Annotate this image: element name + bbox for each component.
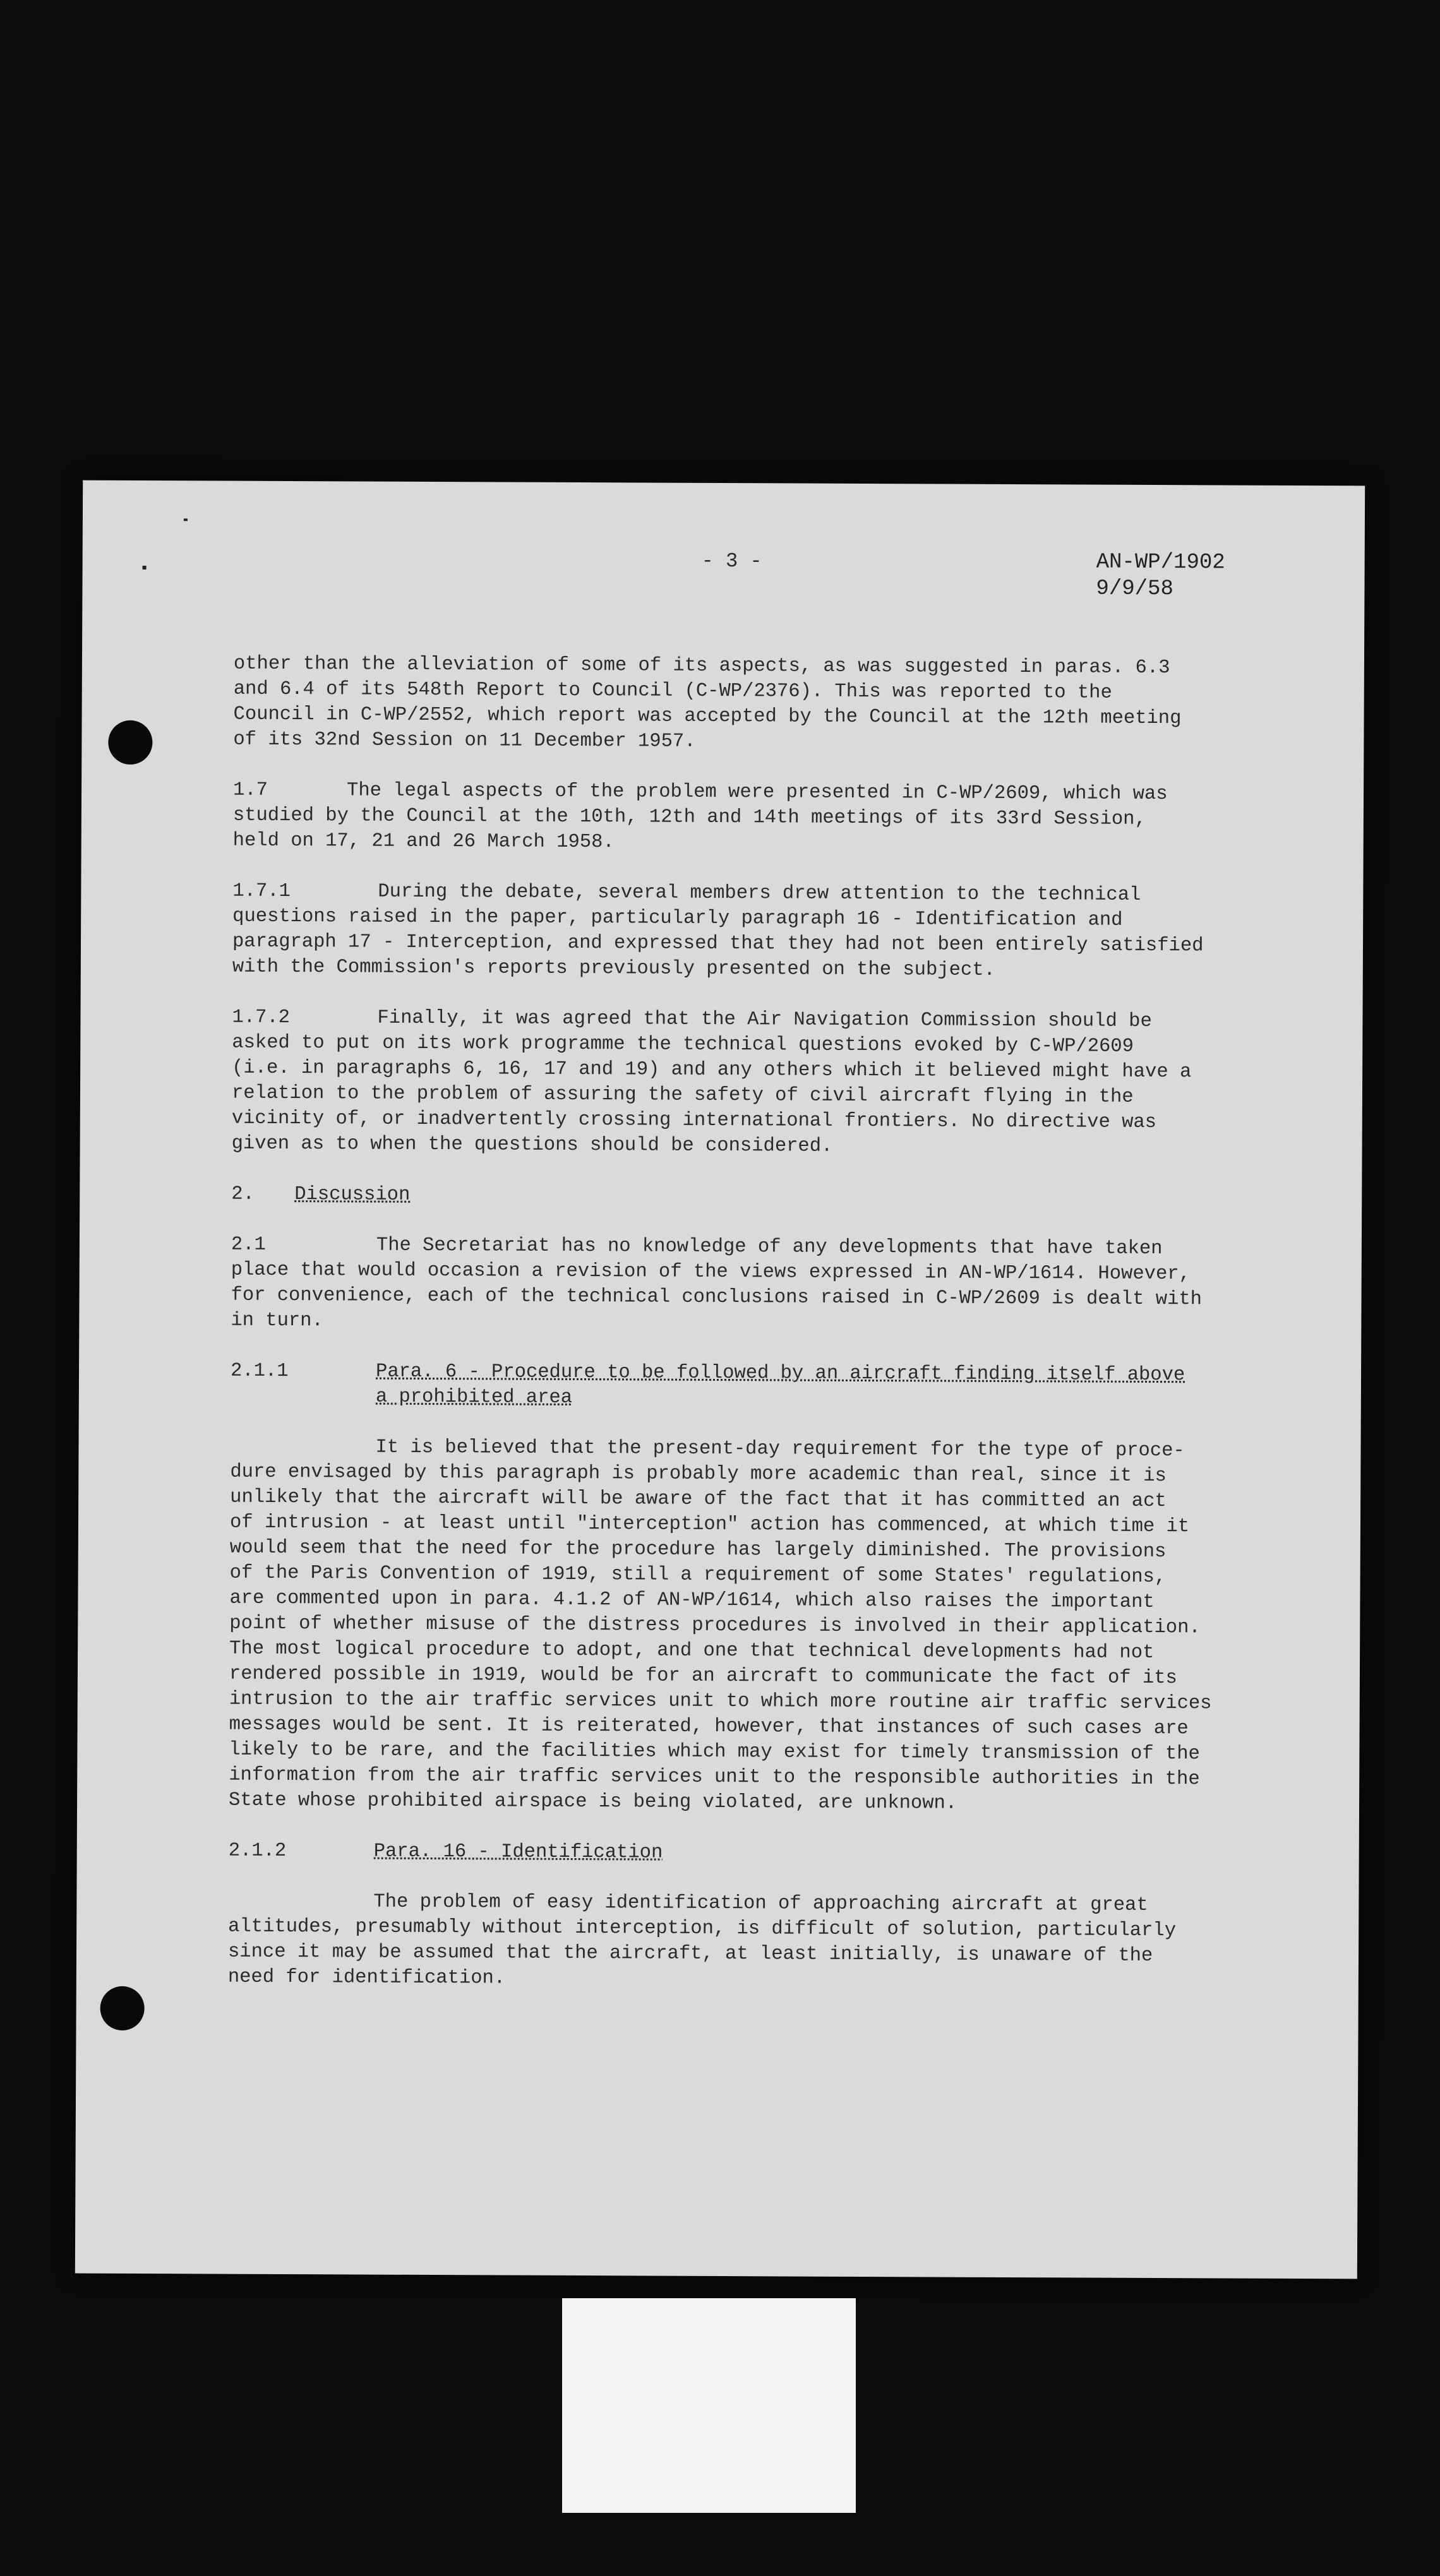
text-line: studied by the Council at the 10th, 12th and 14th meetings of its 33rd Session, — [232, 804, 1146, 830]
text-line: questions raised in the paper, particularly paragraph 16 - Identification and — [232, 905, 1123, 931]
text-line: During the debate, several members drew attention to the technical — [378, 881, 1141, 906]
text-line: and 6.4 of its 548th Report to Council (C-WP/2376). This was reported to the — [233, 678, 1112, 704]
text-line: given as to when the questions should be considered. — [231, 1133, 833, 1157]
paper-speck — [184, 518, 188, 521]
section-heading-discussion — [231, 1182, 1317, 1212]
paragraph-2-1-2 — [228, 1889, 1315, 1995]
text-line: need for identification. — [227, 1966, 506, 1989]
blank-label-card — [562, 2298, 856, 2513]
text-line: The Secretariat has no knowledge of any developments that have taken — [376, 1234, 1163, 1260]
text-line: for convenience, each of the technical conclusions raised in C-WP/2609 is dealt with — [231, 1284, 1203, 1311]
paragraph-number: 1.7.2 — [232, 1006, 291, 1029]
text-line: place that would occasion a revision of the views expressed in AN-WP/1614. However, — [231, 1259, 1191, 1285]
text-line: point of whether misuse of the distress procedures is involved in their application. — [229, 1613, 1201, 1639]
paragraph-number: 2.1 — [231, 1234, 266, 1256]
paragraph-2-1-1 — [229, 1434, 1317, 1818]
text-line: of its 32nd Session on 11 December 1957. — [233, 729, 696, 753]
text-line: messages would be sent. It is reiterated, however, that instances of such cases are — [229, 1714, 1189, 1740]
paragraph-1-7-1 — [232, 879, 1319, 985]
paper-speck — [143, 566, 147, 569]
text-line: are commented upon in para. 4.1.2 of AN-WP/1614, which also raises the important — [229, 1587, 1155, 1614]
text-line: vicinity of, or inadvertently crossing international frontiers. No directive was — [231, 1107, 1157, 1134]
text-line: other than the alleviation of some of its aspects, as was suggested in paras. 6.3 — [233, 653, 1170, 679]
text-line: unlikely that the aircraft will be aware of the fact that it has committed an act — [230, 1486, 1167, 1513]
paragraph-number: 2.1.1 — [230, 1360, 289, 1383]
doc-ref-number: AN-WP/1902 — [1096, 550, 1225, 575]
text-line: (i.e. in paragraphs 6, 16, 17 and 19) and any others which it believed might have a — [232, 1057, 1192, 1083]
paragraph-number: 2.1.2 — [228, 1840, 287, 1863]
text-line: altitudes, presumably without interception, is difficult of solution, particularly — [228, 1916, 1177, 1942]
document-page — [75, 480, 1365, 2279]
paragraph-1-7 — [233, 778, 1320, 859]
text-line: asked to put on its work programme the technical questions evoked by C-WP/2609 — [232, 1032, 1134, 1058]
text-line: It is believed that the present-day requirement for the type of proce- — [375, 1436, 1185, 1462]
text-line: held on 17, 21 and 26 March 1958. — [232, 830, 615, 854]
subheading-title: Para. 16 - Identification — [373, 1840, 663, 1864]
subheading-2-1-1 — [231, 1359, 1317, 1414]
subheading-title: Para. 6 - Procedure to be followed by an aircraft finding itself above — [375, 1361, 1185, 1386]
text-line: The legal aspects of the problem were presented in C-WP/2609, which was — [346, 780, 1168, 806]
section-title: Discussion — [294, 1184, 411, 1206]
text-line: since it may be assumed that the aircraft, at least initially, is unaware of the — [227, 1941, 1153, 1967]
text-line: Council in C-WP/2552, which report was accepted by the Council at the 12th meeting — [233, 703, 1182, 730]
text-line: information from the air traffic services unit to the responsible authorities in the — [229, 1764, 1200, 1791]
paragraph-2-1 — [231, 1232, 1317, 1339]
text-line: likely to be rare, and the facilities which may exist for timely transmission of the — [229, 1739, 1200, 1765]
paragraph-intro — [233, 652, 1320, 758]
subheading-title-cont: a prohibited area — [375, 1386, 573, 1409]
text-line: intrusion to the air traffic services unit to which more routine air traffic services — [229, 1688, 1212, 1715]
text-line: State whose prohibited airspace is being violated, are unknown. — [229, 1789, 957, 1815]
text-line: relation to the problem of assuring the safety of civil aircraft flying in the — [231, 1082, 1134, 1108]
paragraph-number: 1.7 — [232, 779, 268, 801]
text-line: The most logical procedure to adopt, and one that technical developments had not — [229, 1638, 1155, 1664]
text-line: rendered possible in 1919, would be for an aircraft to communicate the fact of its — [229, 1663, 1177, 1690]
text-line: dure envisaged by this paragraph is probably more academic than real, since it is — [230, 1461, 1167, 1488]
text-line: The problem of easy identification of approaching aircraft at great — [373, 1891, 1148, 1916]
doc-date: 9/9/58 — [1096, 576, 1173, 602]
text-line: would seem that the need for the procedure has largely diminished. The provisions — [229, 1537, 1167, 1563]
text-line: Finally, it was agreed that the Air Navigation Commission should be — [377, 1007, 1152, 1032]
document-body — [228, 652, 1320, 2020]
text-line: of the Paris Convention of 1919, still a requirement of some States' regulations, — [229, 1562, 1167, 1589]
text-line: paragraph 17 - Interception, and expressed that they had not been entirely satisfied — [232, 931, 1204, 957]
paragraph-number: 1.7.1 — [232, 880, 291, 903]
subheading-2-1-2 — [229, 1839, 1315, 1869]
section-number: 2. — [231, 1183, 255, 1205]
paragraph-1-7-2 — [232, 1005, 1319, 1162]
text-line: of intrusion - at least until "interception" action has commenced, at which time it — [229, 1512, 1190, 1538]
document-reference — [1096, 549, 1225, 603]
punch-hole-top — [108, 720, 152, 765]
text-line: with the Commission's reports previously presented on the subject. — [232, 956, 995, 981]
punch-hole-bottom — [100, 1986, 144, 2030]
text-line: in turn. — [231, 1309, 323, 1332]
page-number: - 3 - — [701, 549, 762, 573]
